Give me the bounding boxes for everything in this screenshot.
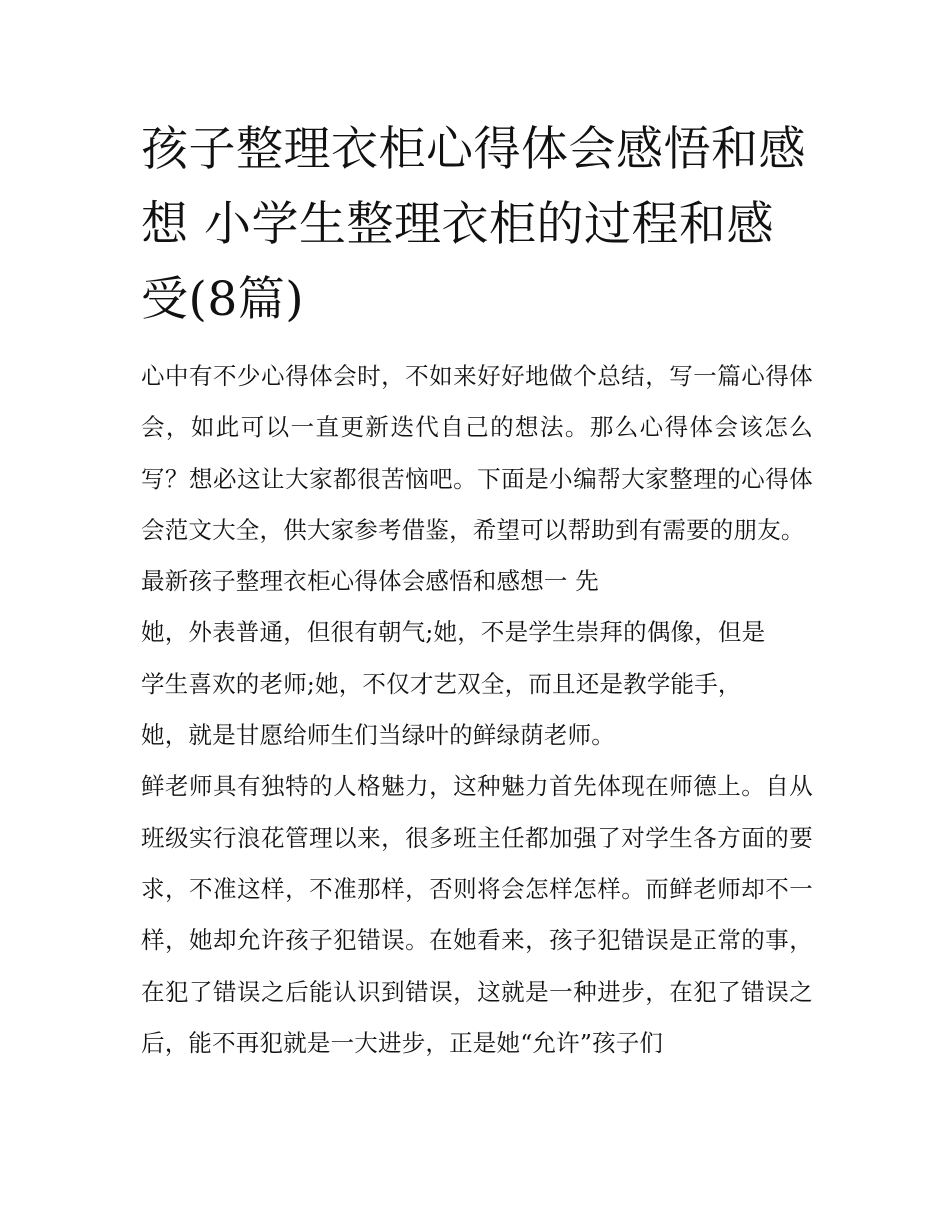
- text-line: 学生喜欢的老师;她，不仅才艺双全，而且还是教学能手，: [141, 669, 742, 698]
- section-heading: 最新孩子整理衣柜心得体会感悟和感想一 先: [141, 567, 599, 596]
- text-line: 她，就是甘愿给师生们当绿叶的鲜绿荫老师。: [141, 721, 615, 750]
- document-title: 孩子整理衣柜心得体会感悟和感想 小学生整理衣柜的过程和感受(8篇): [141, 122, 806, 327]
- text-line: 她，外表普通，但很有朝气;她，不是学生崇拜的偶像，但是: [141, 618, 766, 647]
- document-page: [141, 112, 813, 1069]
- body-paragraph: 鲜老师具有独特的人格魅力，这种魅力首先体现在师德上。自从班级实行浪花管理以来，很多班主任都加强了对学生各方面的要求，不准这样，不准那样，否则将会怎样怎样。而鲜老师却不一样，她却允许孩子犯错误。在她看来，孩子犯错误是正常的事，在犯了错误之后能认识到错误，这就是一种进步，在犯了错误之后，能不再犯就是一大进步，正是她“允许”孩子们: [141, 772, 813, 1057]
- intro-paragraph: 心中有不少心得体会时，不如来好好地做个总结，写一篇心得体会，如此可以一直更新迭代自己的想法。那么心得体会该怎么写？想必这让大家都很苦恼吧。下面是小编帮大家整理的心得体会范文大全，供大家参考借鉴，希望可以帮助到有需要的朋友。: [141, 362, 813, 544]
